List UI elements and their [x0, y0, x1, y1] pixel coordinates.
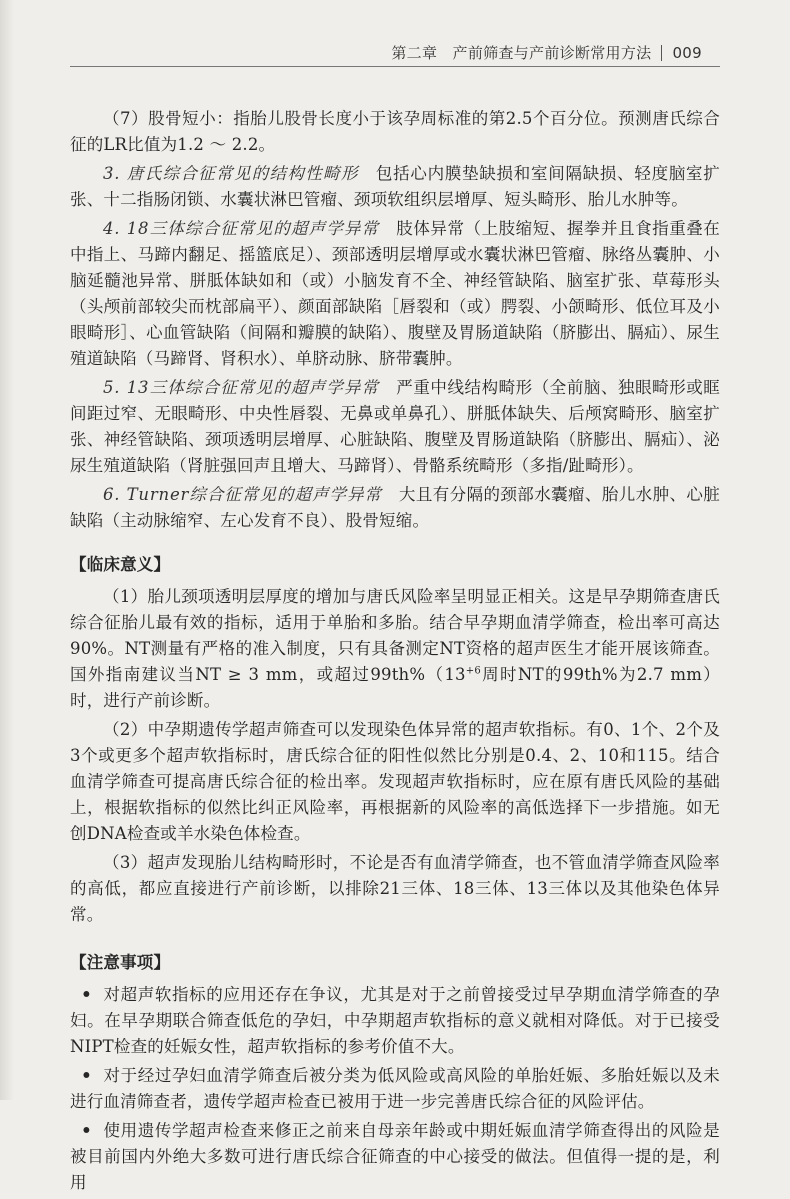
- bullet-icon: •: [81, 1066, 92, 1085]
- item-label: 5. 13三体综合征常见的超声学异常: [103, 378, 380, 397]
- section-heading-notes: 【注意事项】: [70, 953, 171, 972]
- item-text: 大且有分隔的颈部水囊瘤、胎儿水肿、心脏缺陷（主动脉缩窄、左心发育不良）、股骨短缩。: [70, 485, 720, 530]
- clinical-1-text-end: 周时NT的99th%为2.7 mm）时，进行产前诊断。: [70, 665, 720, 710]
- paragraph-clinical-2: （2）中孕期遗传学超声筛查可以发现染色体异常的超声软指标。有0、1个、2个及3个或更多个超声软指标时，唐氏综合征的阳性似然比分别是0.4、2、10和115。结合血清学筛查可提高唐氏综合征的检出率。发现超声软指标时，应在原有唐氏风险的基础上，根据软指标的似然比纠正风险率，再根据新的风险率的高低选择下一步措施。如无创DNA检查或羊水染色体检查。: [70, 720, 720, 843]
- page-number: 009: [672, 43, 702, 62]
- page-body: [70, 106, 720, 1199]
- page-edge-shadow: [0, 0, 14, 1100]
- chapter-title: 第二章 产前筛查与产前诊断常用方法: [391, 44, 652, 62]
- item-label: 4. 18三体综合征常见的超声学异常: [103, 219, 380, 238]
- section-heading-clinical: 【临床意义】: [70, 555, 171, 574]
- bullet-icon: •: [81, 1121, 92, 1140]
- item-label: 3. 唐氏综合征常见的结构性畸形: [103, 164, 359, 183]
- bullet-icon: •: [81, 985, 92, 1004]
- item-label: 6. Turner综合征常见的超声学异常: [103, 485, 383, 504]
- note-item-3: [70, 1118, 720, 1196]
- note-text: 对于经过孕妇血清学筛查后被分类为低风险或高风险的单胎妊娠、多胎妊娠以及未进行血清筛查者，遗传学超声检查已被用于进一步完善唐氏综合征的风险评估。: [70, 1066, 720, 1111]
- item-text: 包括心内膜垫缺损和室间隔缺损、轻度脑室扩张、十二指肠闭锁、水囊状淋巴管瘤、颈项软组织层增厚、短头畸形、胎儿水肿等。: [70, 164, 720, 209]
- header-rule: [70, 66, 720, 67]
- paragraph-femur-short: （7）股骨短小：指胎儿股骨长度小于该孕周标准的第2.5个百分位。预测唐氏综合征的LR比值为1.2 ～ 2.2。: [70, 109, 720, 154]
- item-text: 严重中线结构畸形（全前脑、独眼畸形或眶间距过窄、无眼畸形、中央性唇裂、无鼻或单鼻孔）、胼胝体缺失、后颅窝畸形、脑室扩张、神经管缺陷、颈项透明层增厚、心脏缺陷、腹壁及胃肠道缺陷（脐膨出、膈疝）、泌尿生殖道缺陷（肾脏强回声且增大、马蹄肾）、骨骼系统畸形（多指/趾畸形）。: [70, 378, 721, 475]
- paragraph-turner: [70, 482, 720, 534]
- note-item-1: [70, 982, 720, 1060]
- clinical-1-superscript: +6: [465, 665, 481, 677]
- running-header: [391, 42, 702, 63]
- paragraph-trisomy13: [70, 375, 720, 479]
- item-text: 肢体异常（上肢缩短、握拳并且食指重叠在中指上、马蹄内翻足、摇篮底足）、颈部透明层增厚或水囊状淋巴管瘤、脉络丛囊肿、小脑延髓池异常、胼胝体缺如和（或）小脑发育不全、神经管缺陷、脑室扩张、草莓形头（头颅前部较尖而枕部扁平）、颜面部缺陷［唇裂和（或）腭裂、小颌畸形、低位耳及小眼畸形］、心血管缺陷（间隔和瓣膜的缺陷）、腹壁及胃肠道缺陷（脐膨出、膈疝）、尿生殖道缺陷（马蹄肾、肾积水）、单脐动脉、脐带囊肿。: [70, 219, 721, 368]
- note-text: 使用遗传学超声检查来修正之前来自母亲年龄或中期妊娠血清学筛查得出的风险是被目前国内外绝大多数可进行唐氏综合征筛查的中心接受的做法。但值得一提的是，利用: [70, 1121, 720, 1192]
- note-item-2: [70, 1063, 720, 1115]
- clinical-1-text: （1）胎儿颈项透明层厚度的增加与唐氏风险率呈明显正相关。这是早孕期筛查唐氏综合征胎儿最有效的指标，适用于单胎和多胎。结合早孕期血清学筛查，检出率可高达90%。NT测量有严格的准入制度，只有具备测定NT资格的超声医生才能开展该筛查。国外指南建议当NT ≥ 3 mm，或超过99th%（13: [70, 587, 720, 684]
- paragraph-clinical-3: （3）超声发现胎儿结构畸形时，不论是否有血清学筛查，也不管血清学筛查风险率的高低，都应直接进行产前诊断，以排除21三体、18三体、13三体以及其他染色体异常。: [70, 853, 720, 924]
- paragraph-structural-anomalies: [70, 161, 720, 213]
- paragraph-clinical-1: [70, 584, 720, 714]
- note-text: 对超声软指标的应用还存在争议，尤其是对于之前曾接受过早孕期血清学筛查的孕妇。在早孕期联合筛查低危的孕妇，中孕期超声软指标的意义就相对降低。对于已接受NIPT检查的妊娠女性，超声软指标的参考价值不大。: [70, 985, 720, 1056]
- paragraph-trisomy18: [70, 216, 720, 372]
- header-separator: [661, 45, 662, 61]
